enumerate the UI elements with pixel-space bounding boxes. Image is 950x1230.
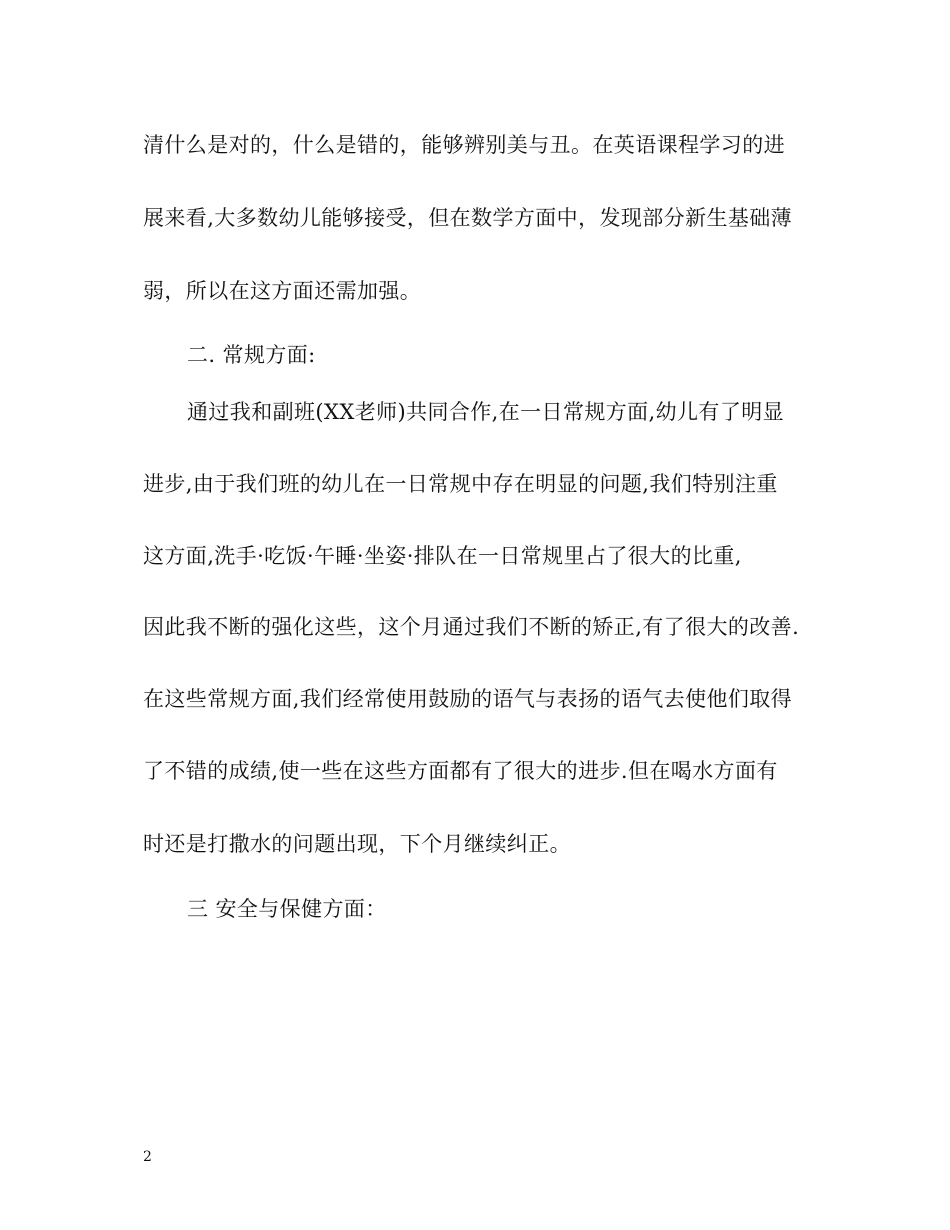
paragraph-line: 清什么是对的，什么是错的，能够辨别美与丑。在英语课程学习的进 — [143, 133, 785, 157]
paragraph-line: 进步,由于我们班的幼儿在一日常规中存在明显的问题,我们特别注重 — [143, 472, 778, 496]
paragraph-line: 弱，所以在这方面还需加强。 — [143, 279, 422, 303]
paragraph-line: 因此我不断的强化这些，这个月通过我们不断的矫正,有了很大的改善. — [143, 615, 800, 639]
paragraph-line: 在这些常规方面,我们经常使用鼓励的语气与表扬的语气去使他们取得 — [143, 687, 793, 711]
paragraph-line: 这方面,洗手·吃饭·午睡·坐姿·排队在一日常规里占了很大的比重, — [143, 544, 742, 568]
section-heading: 二. 常规方面: — [187, 343, 316, 367]
page-number: 2 — [143, 1149, 152, 1165]
paragraph-line: 通过我和副班(XX老师)共同合作,在一日常规方面,幼儿有了明显 — [187, 400, 785, 424]
paragraph-line: 展来看,大多数幼儿能够接受，但在数学方面中，发现部分新生基础薄 — [143, 206, 793, 230]
section-heading: 三 安全与保健方面： — [187, 897, 387, 921]
paragraph-line: 了不错的成绩,使一些在这些方面都有了很大的进步.但在喝水方面有 — [143, 759, 778, 783]
paragraph-line: 时还是打撒水的问题出现，下个月继续纠正。 — [143, 832, 571, 856]
